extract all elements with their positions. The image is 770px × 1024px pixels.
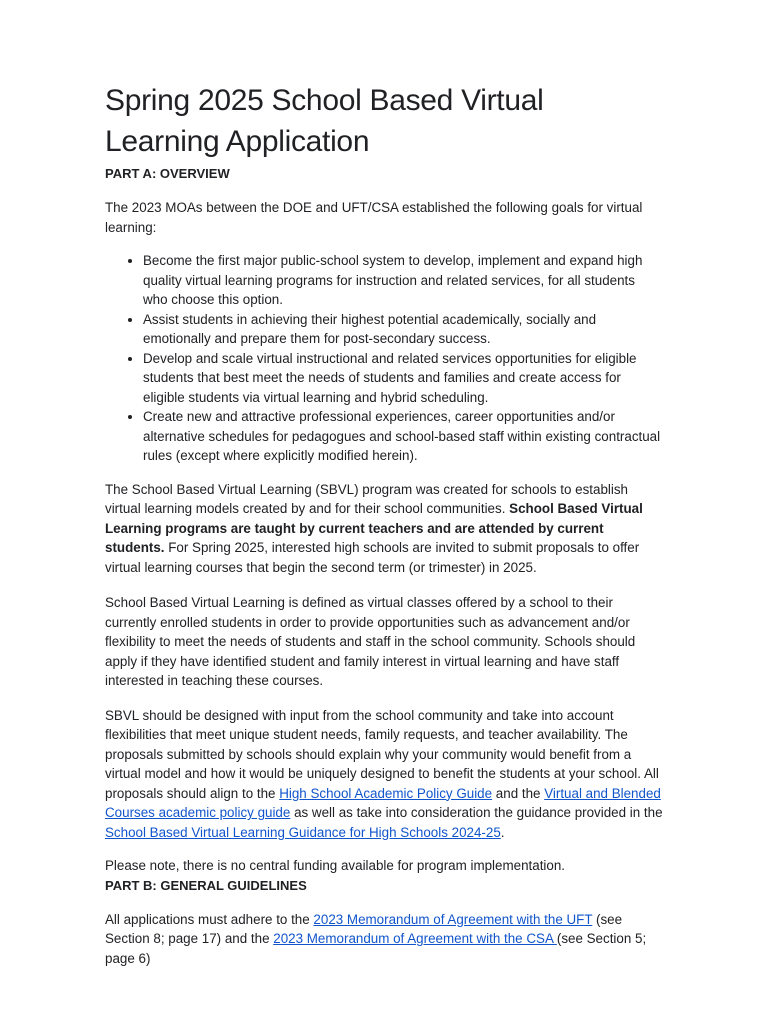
list-item: • Develop and scale virtual instructional and related services opportunities for eligible students that best meet the needs of students and families and create access for eligible students via virtual learning and hybrid scheduling. bbox=[143, 349, 663, 408]
part-b-paragraph bbox=[105, 910, 663, 969]
document-page bbox=[105, 80, 663, 968]
design-para-start: SBVL should be designed with input from the school community and take into account flexibilities that meet unique student needs, family requests, and teacher availability. The proposals submitted by schools should explain why your community would benefit from a virtual model and how it would be uniquely designed to benefit the students at your school. All proposals should align to the bbox=[105, 707, 659, 801]
part-b-heading: PART B: GENERAL GUIDELINES bbox=[105, 877, 307, 893]
goals-list bbox=[105, 251, 663, 466]
part-b-para-mid: (see Section 8; page 17) and the bbox=[105, 911, 623, 946]
sbvl-para-bold: School Based Virtual Learning programs are taught by current teachers and are attended by current students. bbox=[105, 501, 643, 555]
virtual-blended-guide-link[interactable]: Virtual and Blended Courses academic policy guide bbox=[105, 785, 661, 820]
hs-academic-policy-link[interactable]: High School Academic Policy Guide bbox=[279, 785, 493, 801]
design-para-end: . bbox=[500, 824, 505, 840]
list-item: • Become the first major public-school system to develop, implement and expand high quality virtual learning programs for instruction and related services, for all students who choose this option. bbox=[143, 251, 663, 310]
definition-paragraph: School Based Virtual Learning is defined as virtual classes offered by a school to their currently enrolled students in order to provide opportunities such as advancement and/or flexibility to meet the needs of students and staff in the school community. Schools should apply if they have identified student and family interest in virtual learning and have staff interested in teaching these courses. bbox=[105, 595, 636, 688]
design-paragraph bbox=[105, 706, 663, 843]
part-a-intro: The 2023 MOAs between the DOE and UFT/CSA established the following goals for virtual learning: bbox=[105, 200, 643, 235]
sbvl-para-end: For Spring 2025, interested high schools are invited to submit proposals to offer virtual learning courses that begin the second term (or trimester) in 2025. bbox=[105, 540, 640, 575]
sbvl-guidance-link[interactable]: School Based Virtual Learning Guidance for High Schools 2024-25 bbox=[105, 824, 501, 840]
sbvl-para-text: The School Based Virtual Learning (SBVL) program was created for schools to establish virtual learning models created by and for their school communities. bbox=[105, 481, 629, 516]
sbvl-program-paragraph bbox=[105, 480, 663, 578]
uft-moa-link[interactable]: 2023 Memorandum of Agreement with the UFT bbox=[313, 911, 593, 927]
part-a-heading: PART A: OVERVIEW bbox=[105, 166, 230, 181]
funding-note: Please note, there is no central funding available for program implementation. bbox=[105, 858, 566, 873]
design-para-mid2: as well as take into consideration the guidance provided in the bbox=[290, 805, 663, 820]
list-item: • Create new and attractive professional experiences, career opportunities and/or alternative schedules for pedagogues and school-based staff within existing contractual rules (except where explicitly modified herein). bbox=[143, 407, 663, 466]
design-para-mid1: and the bbox=[492, 785, 545, 801]
part-b-para-end: (see Section 5; page 6) bbox=[105, 931, 647, 966]
list-item: • Assist students in achieving their highest potential academically, socially and emotionally and prepare them for post-secondary success. bbox=[143, 310, 663, 349]
csa-moa-link[interactable]: 2023 Memorandum of Agreement with the CSA bbox=[273, 931, 557, 946]
document-title: Spring 2025 School Based Virtual Learning Application bbox=[105, 84, 544, 158]
part-b-para-start: All applications must adhere to the bbox=[105, 911, 314, 927]
